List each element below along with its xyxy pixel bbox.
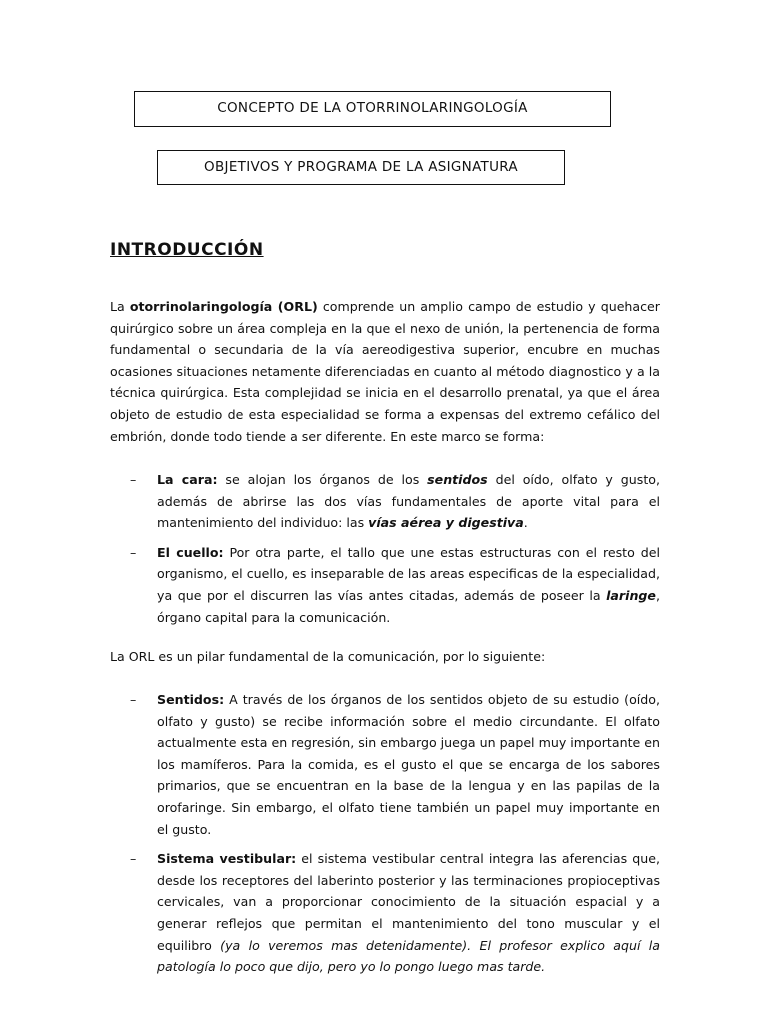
item-label: La cara: (157, 472, 218, 487)
item-text: Por otra parte, el tallo que une estas estructuras con el resto del organismo, el cuello, es inseparable de las areas especificas de la especialidad, ya que por el discurren las vías antes citadas, además de poseer la (157, 544, 660, 603)
list-item-cuello (110, 542, 660, 628)
item-text: , órgano capital para la comunicación. (157, 587, 660, 625)
dash-bullet: – (130, 851, 137, 867)
intro-bold-term: otorrinolaringología (ORL) (129, 299, 318, 314)
title-concepto: CONCEPTO DE LA OTORRINOLARINGOLOGÍA (217, 100, 528, 116)
item-text: del oído, olfato y gusto, además de abrirse las dos vías fundamentales de aporte vital para el mantenimiento del individuo: las (157, 472, 660, 531)
title-box-concepto (134, 91, 611, 127)
dash-bullet: – (130, 544, 137, 560)
item-text: se alojan los órganos de los (217, 472, 428, 487)
item-label: El cuello: (157, 544, 224, 560)
item-emphasis: sentidos (427, 472, 488, 487)
formation-list (110, 469, 660, 636)
dash-bullet: – (130, 692, 137, 707)
list-item-cara (110, 469, 660, 534)
item-emphasis: vías aérea y digestiva (368, 515, 524, 531)
title-box-objetivos (157, 150, 565, 185)
intro-text: comprende un amplio campo de estudio y quehacer quirúrgico sobre un área compleja en la que el nexo de unión, la pertenencia de forma fundamental o secundaria de la vía aereodigestiva superior, encubre en muchas ocasiones situaciones netamente diferenciadas en cuanto al método diagnostico y a la técnica quirúrgica. Esta complejidad se inicia en el desarrollo prenatal, ya que el área objeto de estudio de esta especialidad se forma a expensas del extremo cefálico del embrión, donde todo tiende a ser diferente. En este marco se forma: (110, 299, 660, 444)
item-italic-note: (ya lo veremos mas detenidamente). El profesor explico aquí la patología lo poco que dijo, pero yo lo pongo luego mas tarde. (157, 937, 661, 975)
item-text: A través de los órganos de los sentidos objeto de su estudio (oído, olfato y gusto) se recibe información sobre el medio circundante. El olfato actualmente esta en regresión, sin embargo juega un papel muy importante en los mamíferos. Para la comida, es el gusto el que se encarga de los sabores primarios, que se encuentran en la base de la lengua y en las papilas de la orofaringe. Sin embargo, el olfato tiene también un papel muy importante en el gusto. (157, 692, 660, 837)
title-objetivos: OBJETIVOS Y PROGRAMA DE LA ASIGNATURA (204, 159, 518, 175)
intro-paragraph (110, 296, 660, 447)
section-heading: INTRODUCCIÓN (110, 240, 264, 260)
communication-list (110, 689, 660, 986)
list-item-sentidos (110, 689, 660, 840)
item-text: el sistema vestibular central integra las aferencias que, desde los receptores del laberinto posterior y las terminaciones propioceptivas cervicales, van a proporcionar conocimiento de la situación espacial y a generar reflejos que permitan el mantenimiento del tono muscular y el equilibro (157, 851, 660, 953)
item-label: Sentidos: (157, 692, 225, 707)
item-text: . (523, 515, 528, 531)
list-item-vestibular (110, 848, 660, 978)
dash-bullet: – (130, 472, 137, 487)
item-label: Sistema vestibular: (157, 851, 297, 867)
intro-prefix: La (110, 299, 130, 314)
orl-paragraph: La ORL es un pilar fundamental de la comunicación, por lo siguiente: (110, 649, 546, 664)
item-emphasis: laringe (606, 587, 656, 603)
